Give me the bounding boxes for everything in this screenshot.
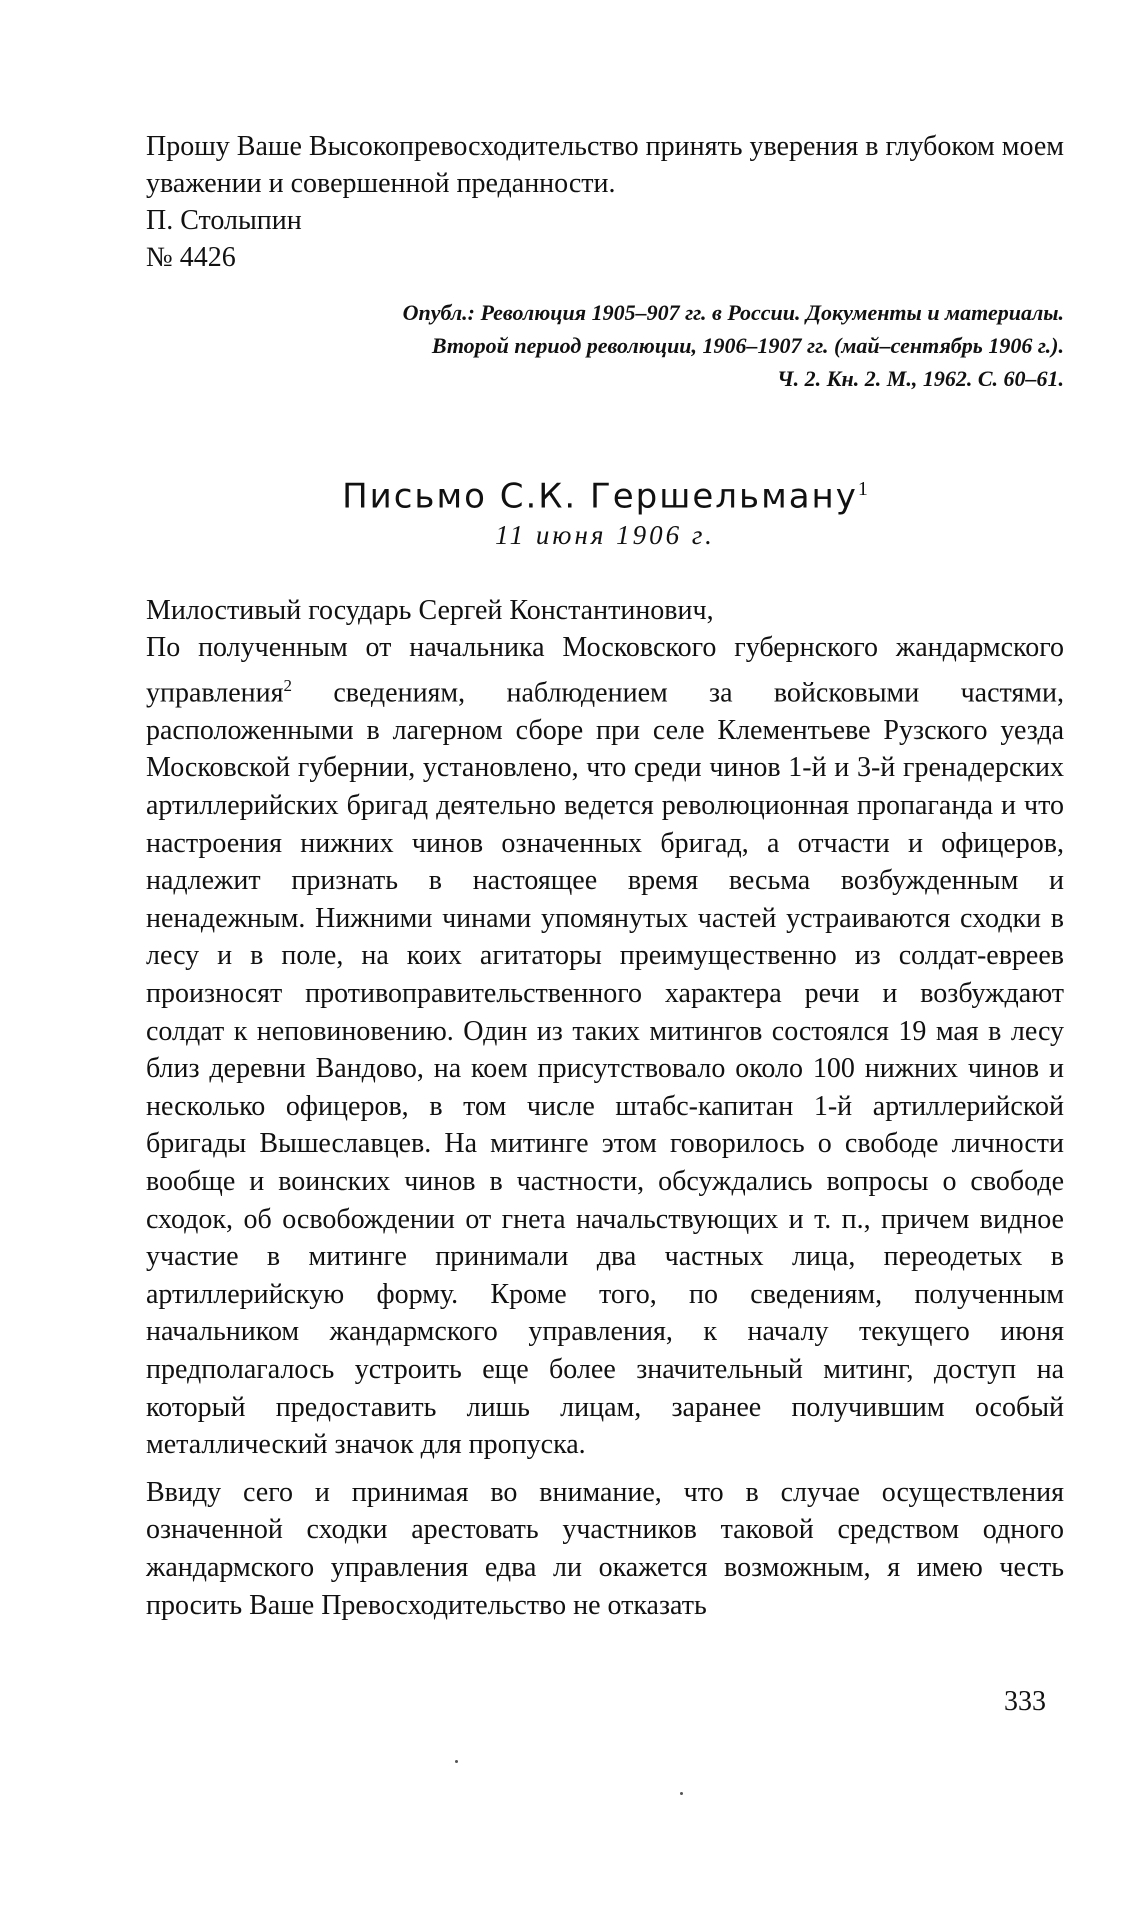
source-citation — [146, 296, 1064, 395]
closing-paragraph — [146, 128, 1064, 202]
letter-date: 11 июня 1906 г. — [495, 520, 715, 551]
signature: П. Столыпин — [146, 205, 302, 236]
paragraph-1-part-a: По полученным от начальника Московского губернского жандармского управления — [146, 632, 1064, 709]
title-footnote-marker: 1 — [857, 478, 868, 500]
letter-heading — [146, 467, 1064, 552]
letter-paragraph-1 — [146, 629, 1064, 1463]
source-line-1: Опубл.: Революция 1905–907 гг. в России. Документы и материалы. — [402, 300, 1064, 325]
letter-paragraph-2: Ввиду сего и принимая во внимание, что в случае осуществления означенной сходки арестовать участников таковой средством одного жандармского управления едва ли окажется возможным, я имею честь просить Ваше Превосходительство не отказать — [146, 1476, 1064, 1621]
document-number: № 4426 — [146, 242, 236, 273]
page-number: 333 — [1004, 1686, 1046, 1717]
page-content — [146, 128, 1064, 1652]
source-line-2: Второй период революции, 1906–1907 гг. (май–сентябрь 1906 г.). — [431, 333, 1064, 358]
scan-speck — [455, 1760, 458, 1763]
paragraph-1-footnote-marker: 2 — [283, 675, 293, 695]
letter-title-text: Письмо С.К. Гершельману — [342, 476, 858, 517]
scan-speck — [680, 1792, 683, 1795]
paragraph-1-part-b: сведениям, наблюдением за войсковыми частями, расположенными в лагерном сборе при селе Клементьеве Рузского уезда Московской губернии, установлено, что среди чинов 1-й и 3-й гренадерских артиллерийских бригад деятельно ведется революционная пропаганда и что настроения нижних чинов означенных бригад, а отчасти и офицеров, надлежит признать в настоящее время весьма возбужденным и ненадежным. Нижними чинами упомянутых частей устраиваются сходки в лесу и в поле, на коих агитаторы преимущественно из солдат-евреев произносят противоправительственного характера речи и возбуждают солдат к неповиновению. Один из таких митингов состоялся 19 мая в лесу близ деревни Вандово, на коем присутствовало около 100 нижних чинов и несколько офицеров, в том числе штабс-капитан 1-й артиллерийской бригады Вышеславцев. На митинге этом говорилось о свободе личности вообще и воинских чинов в частности, обсуждались вопросы о свободе сходок, об освобождении от гнета начальствующих и т. п., причем видное участие в митинге принимали два частных лица, переодетых в артиллерийскую форму. Кроме того, по сведениям, полученным начальником жандармского управления, к началу текущего июня предполагалось устроить еще более значительный митинг, доступ на который предоставить лишь лицам, заранее получившим особый металлический значок для пропуска. — [146, 677, 1064, 1461]
letter-title — [146, 467, 1064, 518]
closing-text: Прошу Ваше Высокопревосходительство принять уверения в глубоком моем уважении и совершенной преданности. — [146, 131, 1064, 199]
letter-greeting: Милостивый государь Сергей Константинович, — [146, 595, 714, 627]
source-line-3: Ч. 2. Кн. 2. М., 1962. С. 60–61. — [777, 366, 1064, 391]
